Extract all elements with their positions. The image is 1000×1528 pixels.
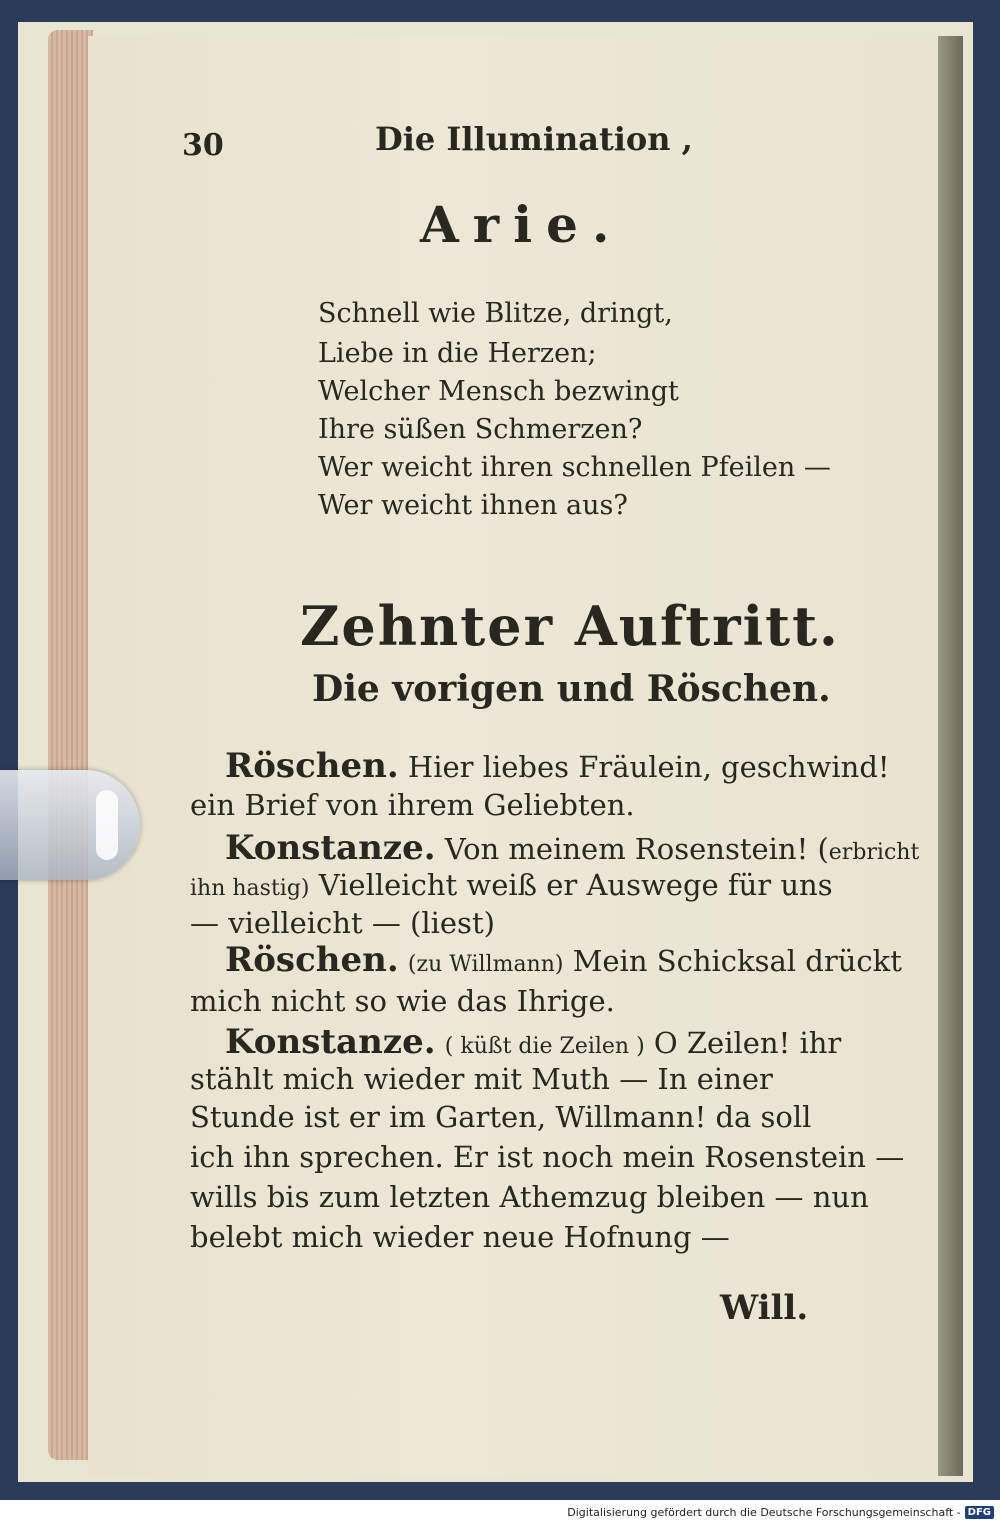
dialogue-line: [225, 828, 919, 868]
page-clip: [0, 770, 140, 880]
dfg-logo: DFG: [965, 1506, 994, 1519]
credit-text: Digitalisierung gefördert durch die Deutsche Forschungsgemeinschaft -: [567, 1506, 961, 1519]
aria-line: Wer weicht ihren schnellen Pfeilen —: [318, 452, 831, 483]
dialogue-line: [190, 868, 833, 902]
dialogue-text: Vielleicht weiß er Auswege für uns: [318, 868, 833, 902]
aria-line: Schnell wie Blitze, dringt,: [318, 298, 673, 329]
dialogue-text: Von meinem Rosenstein! (: [444, 832, 829, 866]
speaker-name: Röschen.: [225, 746, 399, 786]
aria-title: Arie.: [420, 195, 624, 254]
dialogue-line: ein Brief von ihrem Geliebten.: [190, 788, 635, 822]
speaker-name: Röschen.: [225, 940, 399, 980]
stage-direction: ( küßt die Zeilen ): [444, 1034, 645, 1059]
aria-line: Welcher Mensch bezwingt: [318, 376, 679, 407]
dialogue-line: wills bis zum letzten Athemzug bleiben — nun: [190, 1180, 869, 1214]
dialogue-line: stählt mich wieder mit Muth — In einer: [190, 1062, 773, 1096]
dialogue-line: [225, 746, 890, 786]
aria-line: Wer weicht ihnen aus?: [318, 490, 628, 521]
digitization-credit: [567, 1506, 994, 1519]
page-number: 30: [182, 128, 224, 163]
dialogue-text: Hier liebes Fräulein, geschwind!: [407, 750, 890, 784]
dialogue-line: mich nicht so wie das Ihrige.: [190, 984, 615, 1018]
scene-subtitle: Die vorigen und Röschen.: [312, 668, 831, 710]
catchword: Will.: [720, 1288, 809, 1328]
dialogue-text: O Zeilen! ihr: [653, 1026, 842, 1060]
dialogue-line: [225, 1022, 841, 1062]
stage-direction: (zu Willmann): [407, 952, 564, 977]
dialogue-line: belebt mich wieder neue Hofnung —: [190, 1220, 730, 1254]
speaker-name: Konstanze.: [225, 1022, 436, 1062]
aria-line: Liebe in die Herzen;: [318, 338, 597, 369]
stage-direction: ihn hastig): [190, 876, 310, 901]
stage-direction: erbricht: [828, 840, 920, 865]
book-spine-edge: [935, 36, 963, 1476]
dialogue-line: Stunde ist er im Garten, Willmann! da soll: [190, 1100, 812, 1134]
scene-title: Zehnter Auftritt.: [300, 594, 840, 658]
page-edges: [48, 30, 93, 1460]
dialogue-text: Mein Schicksal drückt: [572, 944, 902, 978]
speaker-name: Konstanze.: [225, 828, 436, 868]
dialogue-line: ich ihn sprechen. Er ist noch mein Rosenstein —: [190, 1140, 905, 1174]
running-head: Die Illumination ,: [375, 120, 693, 158]
dialogue-line: — vielleicht — (liest): [190, 906, 495, 940]
aria-line: Ihre süßen Schmerzen?: [318, 414, 643, 445]
clip-highlight: [96, 790, 118, 860]
dialogue-line: [225, 940, 902, 980]
